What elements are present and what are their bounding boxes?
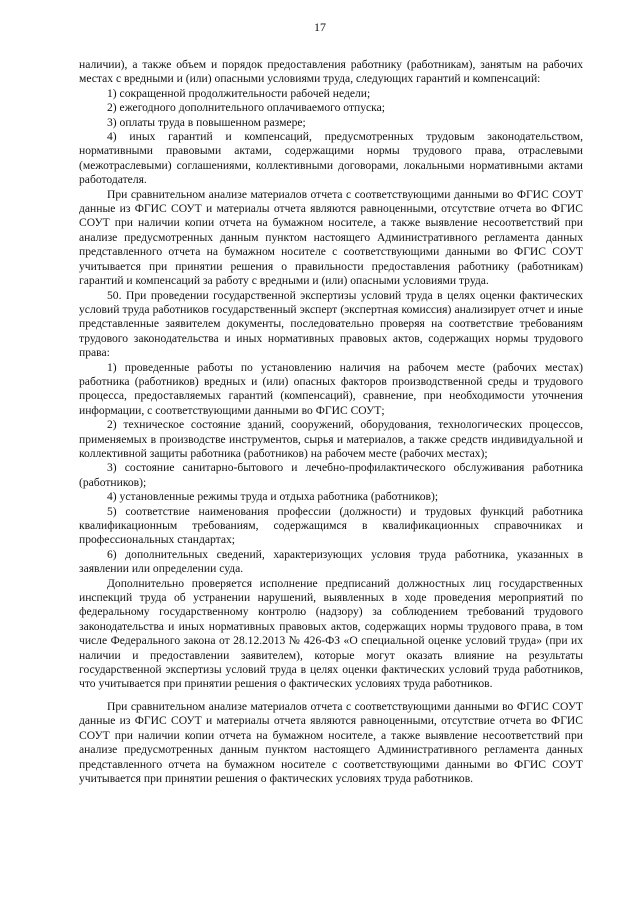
- paragraph: Дополнительно проверяется исполнение предписаний должностных лиц государственных инспекций труда об устранении нарушений, выявленных в ходе проведения мероприятий по федеральному государственному контролю (надзору) за соблюдением требований трудового законодательства и иных нормативных правовых актов, содержащих нормы трудового права, в том числе Федерального закона от 28.12.2013 № 426-ФЗ «О специальной оценке условий труда» (при их наличии и предоставлении заявителем), которые могут оказать влияние на результаты государственной экспертизы условий труда в целях оценки фактических условий труда работников, что учитывается при принятии решения о фактических условиях труда работников.: [79, 576, 583, 691]
- paragraph: 1) сокращенной продолжительности рабочей недели;: [107, 86, 371, 100]
- paragraph: При сравнительном анализе материалов отчета с соответствующими данными во ФГИС СОУТ данные из ФГИС СОУТ и материалы отчета являются равноценными, отсутствие отчета во ФГИС СОУТ при наличии копии отчета на бумажном носителе, а также выявление несоответствий при анализе предусмотренных данным пунктом настоящего Административного регламента данных представленного отчета на бумажном носителе с соответствующими данными во ФГИС СОУТ учитывается при принятии решения о правильности предоставления работнику (работникам) гарантий и компенсаций за работу с вредными и (или) опасными условиями труда.: [79, 187, 583, 288]
- page-number: 17: [314, 20, 326, 34]
- paragraph: 6) дополнительных сведений, характеризующих условия труда работника, указанных в заявлении или определении суда.: [79, 547, 583, 576]
- body-text: [79, 58, 583, 786]
- paragraph: 3) оплаты труда в повышенном размере;: [107, 115, 306, 129]
- paragraph: наличии), а также объем и порядок предоставления работнику (работникам), занятым на рабочих местах с вредными и (или) опасными условиями труда, следующих гарантий и компенсаций:: [79, 58, 583, 86]
- paragraph: При сравнительном анализе материалов отчета с соответствующими данными во ФГИС СОУТ данные из ФГИС СОУТ и материалы отчета являются равноценными, отсутствие отчета во ФГИС СОУТ при наличии копии отчета на бумажном носителе, а также выявление несоответствий при анализе предусмотренных данным пунктом настоящего Административного регламента данных представленного отчета на бумажном носителе с соответствующими данными во ФГИС СОУТ учитывается при принятии решения о фактических условиях труда работников.: [79, 699, 583, 785]
- paragraph: 3) состояние санитарно-бытового и лечебно-профилактического обслуживания работника (работников);: [79, 461, 583, 489]
- paragraph: 1) проведенные работы по установлению наличия на рабочем месте (рабочих местах) работника (работников) вредных и (или) опасных факторов производственной среды и трудового процесса, предоставляемых гарантий (компенсаций), сравнение, при необходимости уточнения информации, с соответствующими данными во ФГИС СОУТ;: [79, 360, 583, 417]
- paragraph: 4) установленные режимы труда и отдыха работника (работников);: [107, 490, 439, 504]
- paragraph: 2) ежегодного дополнительного оплачиваемого отпуска;: [107, 101, 385, 115]
- paragraph: 4) иных гарантий и компенсаций, предусмотренных трудовым законодательством, нормативными правовыми актами, содержащими нормы трудового права, отраслевыми (межотраслевыми) соглашениями, коллективными договорами, локальными нормативными актами работодателя.: [79, 130, 583, 187]
- paragraph: 5) соответствие наименования профессии (должности) и трудовых функций работника квалификационным требованиям, содержащимся в квалификационных справочниках и профессиональных стандартах;: [79, 504, 583, 547]
- paragraph: 50. При проведении государственной экспертизы условий труда в целях оценки фактических условий труда работников государственный эксперт (экспертная комиссия) анализирует отчет и иные представленные заявителем документы, последовательно проверяя на соответствие требованиям трудового законодательства и иных нормативных правовых актов, содержащих нормы трудового права:: [79, 288, 583, 360]
- paragraph: 2) техническое состояние зданий, сооружений, оборудования, технологических процессов, применяемых в производстве инструментов, сырья и материалов, а также средств индивидуальной и коллективной защиты работника (работников) на рабочем месте (рабочих местах);: [79, 418, 583, 460]
